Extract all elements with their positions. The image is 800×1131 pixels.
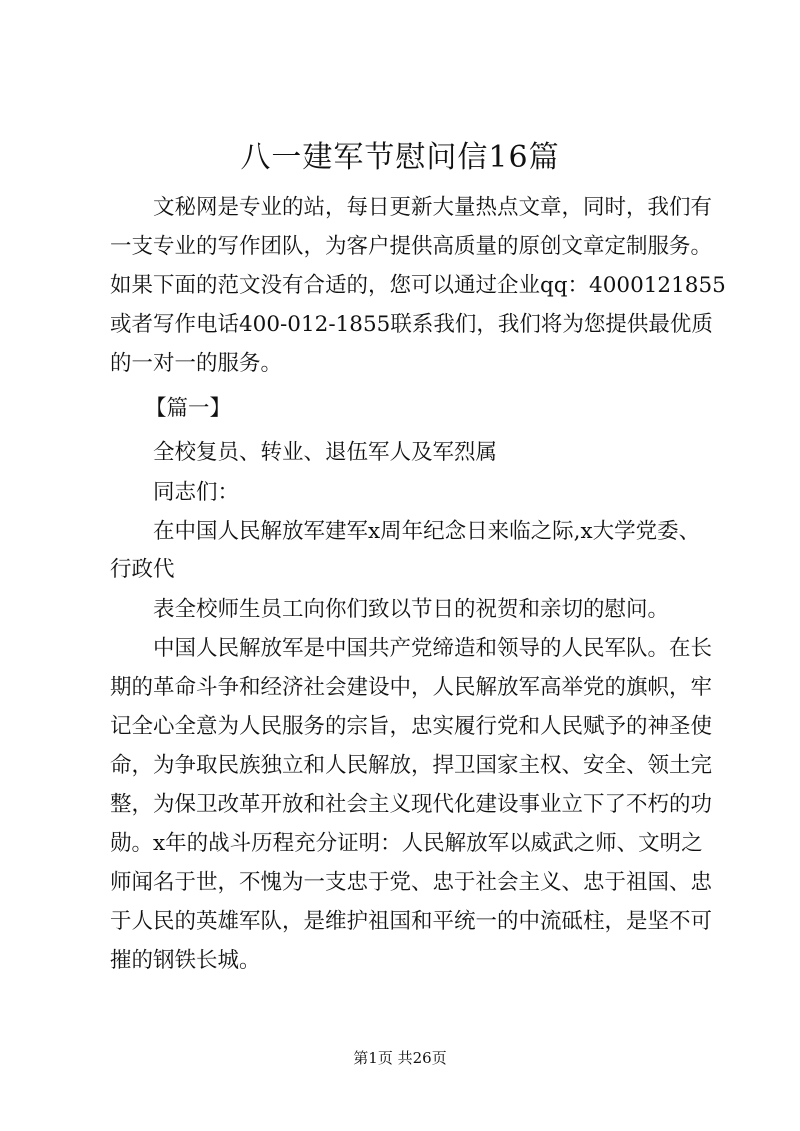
paragraph-line: 行政代 xyxy=(110,557,175,582)
paragraph-line: 于人民的英雄军队，是维护祖国和平统一的中流砥柱，是坚不可 xyxy=(110,909,713,934)
paragraph-line: 摧的钢铁长城。 xyxy=(110,948,261,973)
paragraph-line: 文秘网是专业的站，每日更新大量热点文章，同时，我们有 xyxy=(153,195,713,220)
document-title: 八一建军节慰问信16篇 xyxy=(240,140,560,175)
paragraph-line: 或者写作电话400-012-1855联系我们，我们将为您提供最优质 xyxy=(110,312,713,337)
paragraph-line: 的一对一的服务。 xyxy=(110,351,283,376)
paragraph-line: 勋。x年的战斗历程充分证明：人民解放军以威武之师、文明之 xyxy=(110,831,703,856)
paragraph-line: 期的革命斗争和经济社会建设中，人民解放军高举党的旗帜，牢 xyxy=(110,675,713,700)
paragraph-line: 整，为保卫改革开放和社会主义现代化建设事业立下了不朽的功 xyxy=(110,792,713,817)
paragraph-line: 记全心全意为人民服务的宗旨，忠实履行党和人民赋予的神圣使 xyxy=(110,714,713,739)
paragraph-line: 中国人民解放军是中国共产党缔造和领导的人民军队。在长 xyxy=(153,636,713,661)
salutation: 同志们： xyxy=(153,480,240,505)
paragraph-line: 在中国人民解放军建军x周年纪念日来临之际,x大学党委、 xyxy=(153,519,701,544)
paragraph-line: 一支专业的写作团队，为客户提供高质量的原创文章定制服务。 xyxy=(110,234,713,259)
salutation-recipients: 全校复员、转业、退伍军人及军烈属 xyxy=(153,440,498,465)
paragraph-line: 师闻名于世，不愧为一支忠于党、忠于社会主义、忠于祖国、忠 xyxy=(110,870,713,895)
section-heading: 【篇一】 xyxy=(145,396,232,421)
paragraph-line: 表全校师生员工向你们致以节日的祝贺和亲切的慰问。 xyxy=(153,597,670,622)
page-number-footer: 第1页 共26页 xyxy=(353,1049,447,1067)
paragraph-line: 命，为争取民族独立和人民解放，捍卫国家主权、安全、领土完 xyxy=(110,753,713,778)
paragraph-line: 如果下面的范文没有合适的，您可以通过企业qq：4000121855 xyxy=(110,273,726,298)
